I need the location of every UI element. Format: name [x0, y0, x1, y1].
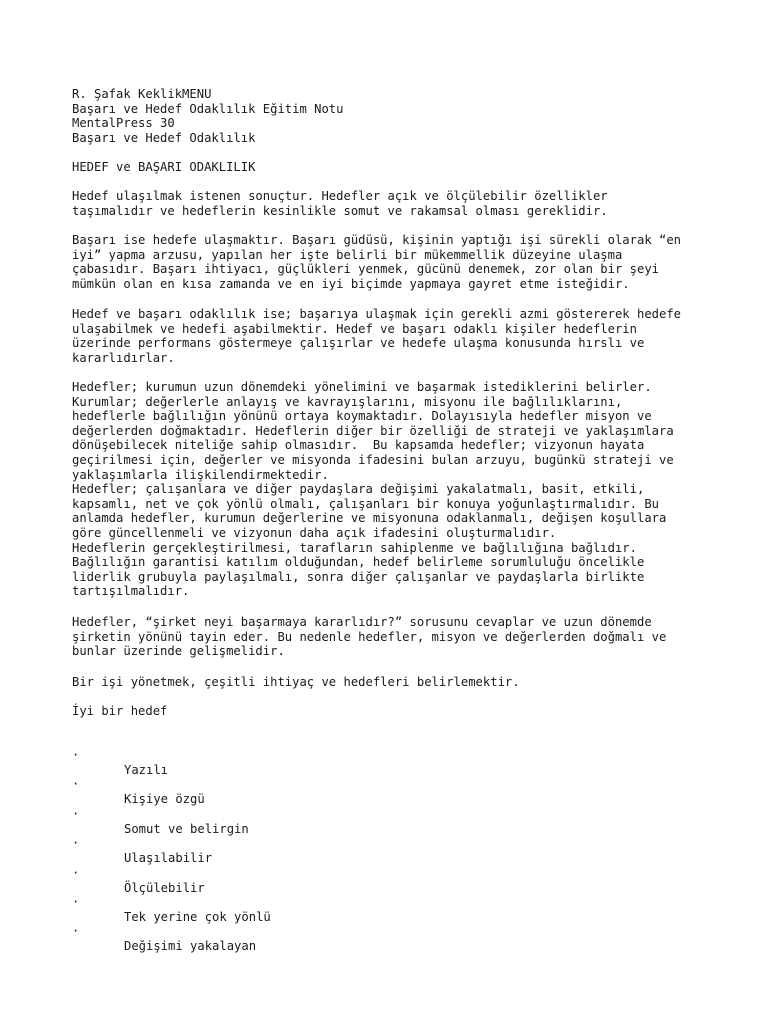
paragraph: [72, 233, 712, 291]
list-item-text: Tek yerine çok yönlü: [124, 910, 271, 924]
paragraph-line: Hedef ulaşılmak istenen sonuçtur. Hedefler açık ve ölçülebilir özellikler: [72, 189, 608, 203]
bullet-icon: ·: [72, 748, 80, 762]
paragraph-line: Başarı ise hedefe ulaşmaktır. Başarı güdüsü, kişinin yaptığı işi sürekli olarak “en: [72, 233, 682, 247]
paragraph-line: Kurumlar; değerlerle anlayış ve kavrayışlarını, misyonu ile bağlılıklarını,: [72, 394, 623, 409]
paragraph-line: kapsamlı, net ve çok yönlü olmalı, çalışanları bir konuya yoğunlaştırmalıdır. Bu: [72, 496, 659, 511]
paragraph-line: Hedefler, “şirket neyi başarmaya kararlıdır?” sorusunu cevaplar ve uzun dönemde: [72, 615, 652, 629]
list-heading: [72, 704, 712, 719]
paragraph: [72, 307, 712, 365]
bullet-icon: ·: [72, 895, 80, 909]
document-title: HEDEF ve BAŞARI ODAKLILIK: [72, 160, 256, 174]
paragraph: [72, 380, 712, 599]
paragraph-line: liderlik grubuyla paylaşılmalı, sonra diğer çalışanlar ve paydaşlarla birlikte: [72, 569, 645, 584]
paragraph-line: Hedefler; çalışanlara ve diğer paydaşlara değişimi yakalatmalı, basit, etkili,: [72, 482, 645, 497]
document-header: [72, 87, 712, 145]
paragraph-line: taşımalıdır ve hedeflerin kesinlikle somut ve rakamsal olması gereklidir.: [72, 203, 608, 218]
paragraph-line: dönüşebilecek niteliğe sahip olmasıdır. Bu kapsamda hedefler; vizyonun hayata: [72, 438, 645, 453]
paragraph: [72, 675, 712, 690]
list-item-text: Ulaşılabilir: [124, 851, 213, 865]
paragraph-line: şirketin yönünü tayin eder. Bu nedenle hedefler, misyon ve değerlerden doğmalı ve: [72, 629, 667, 644]
list-item-text: Ölçülebilir: [124, 881, 205, 895]
paragraph-line: mümkün olan en kısa zamanda ve en iyi biçimde yapmaya gayret etme isteğidir.: [72, 276, 630, 291]
header-line: Başarı ve Hedef Odaklılık Eğitim Notu: [72, 101, 344, 116]
paragraph-line: değerlerden doğmaktadır. Hedeflerin diğer bir özelliği de strateji ve yaklaşımlara: [72, 423, 674, 438]
paragraph-line: üzerinde performans göstermeye çalışırlar ve hedefe ulaşma konusunda hırslı ve: [72, 336, 645, 351]
paragraph-line: yaklaşımlarla ilişkilendirmektedir.: [72, 467, 329, 482]
paragraph: [72, 189, 712, 218]
paragraph-line: anlamda hedefler, kurumun değerlerine ve misyonuna odaklanmalı, değişen koşullara: [72, 511, 667, 526]
bullet-icon: ·: [72, 777, 80, 791]
paragraph-line: Hedef ve başarı odaklılık ise; başarıya ulaşmak için gerekli azmi göstererek hedefe: [72, 307, 682, 321]
paragraph-line: Hedefler; kurumun uzun dönemdeki yönelimini ve başarmak istediklerini belirler.: [72, 380, 652, 394]
paragraph-line: bunlar üzerinde gelişmelidir.: [72, 644, 285, 659]
header-line: MentalPress 30: [72, 116, 175, 131]
paragraph-line: İyi bir hedef: [72, 704, 168, 718]
list-item-text: Yazılı: [124, 763, 169, 777]
paragraph-line: Bağlılığın garantisi katılım olduğundan, hedef belirleme sorumluluğu öncelikle: [72, 555, 645, 570]
paragraph-line: ulaşabilmek ve hedefi aşabilmektir. Hedef ve başarı odaklı kişiler hedeflerin: [72, 321, 637, 336]
paragraph-line: Hedeflerin gerçekleştirilmesi, tarafların sahiplenme ve bağlılığına bağlıdır.: [72, 540, 637, 555]
list-item-text: Somut ve belirgin: [124, 822, 249, 836]
paragraph: [72, 615, 712, 659]
header-line: R. Şafak KeklikMENU: [72, 87, 212, 101]
paragraph-line: çabasıdır. Başarı ihtiyacı, güçlükleri yenmek, gücünü denemek, zor olan bir şeyi: [72, 262, 659, 277]
paragraph-line: Bir işi yönetmek, çeşitli ihtiyaç ve hedefleri belirlemektir.: [72, 675, 520, 689]
bullet-icon: ·: [72, 924, 80, 938]
paragraph-line: kararlıdırlar.: [72, 350, 175, 365]
bullet-icon: ·: [72, 866, 80, 880]
header-line: Başarı ve Hedef Odaklılık: [72, 130, 256, 145]
paragraph-line: iyi” yapma arzusu, yapılan her işte belirli bir mükemmellik düzeyine ulaşma: [72, 247, 623, 262]
bullet-icon: ·: [72, 836, 80, 850]
paragraph-line: hedeflerle bağlılığın yönünü ortaya koymaktadır. Dolayısıyla hedefler misyon ve: [72, 409, 652, 424]
list-item: [72, 733, 169, 777]
list-item-text: Değişimi yakalayan: [124, 939, 257, 953]
paragraph-line: geçirilmesi için, değerler ve misyonda ifadesini bulan arzuyu, bugünkü strateji ve: [72, 452, 674, 467]
bullet-icon: ·: [72, 807, 80, 821]
list-item-text: Kişiye özgü: [124, 792, 205, 806]
paragraph-line: tartışılmalıdır.: [72, 584, 190, 599]
document-title-block: [72, 160, 712, 175]
paragraph-line: göre güncellenmeli ve vizyonun daha açık ifadesini oluşturmalıdır.: [72, 525, 557, 540]
